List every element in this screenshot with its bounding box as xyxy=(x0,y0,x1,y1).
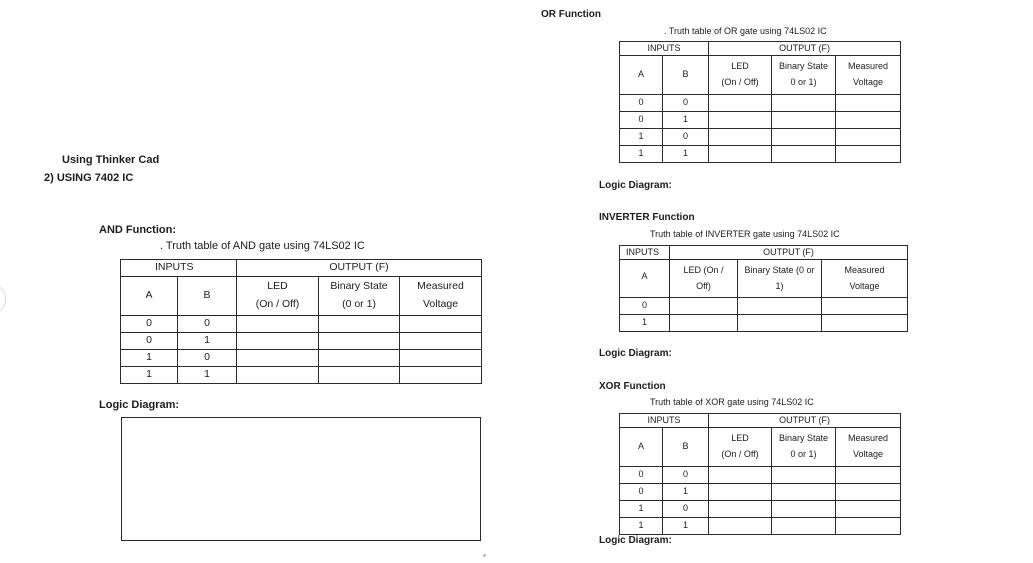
and-r1-binary[interactable] xyxy=(319,316,400,333)
xor-voltage-label: Measured xyxy=(848,433,889,444)
table-row xyxy=(620,484,901,501)
xor-led-sub: (On / Off) xyxy=(721,449,759,459)
or-col-a: A xyxy=(620,56,663,95)
inverter-inputs-header: INPUTS xyxy=(620,246,670,260)
and-inputs-header: INPUTS xyxy=(121,260,237,277)
or-r3-led[interactable] xyxy=(709,129,772,146)
and-r2-binary[interactable] xyxy=(319,333,400,350)
xor-r2-a: 0 xyxy=(620,484,663,501)
and-truth-table xyxy=(120,259,482,384)
or-r3-voltage[interactable] xyxy=(836,129,901,146)
inverter-r2-binary[interactable] xyxy=(738,315,822,332)
and-logic-diagram-box[interactable] xyxy=(121,417,481,541)
table-row xyxy=(620,95,901,112)
xor-logic-diagram-label: Logic Diagram: xyxy=(599,535,672,546)
and-binary-sub: (0 or 1) xyxy=(342,298,376,310)
inverter-col-voltage xyxy=(822,260,908,298)
xor-binary-sub: 0 or 1) xyxy=(790,449,817,459)
xor-r2-b: 1 xyxy=(663,484,709,501)
inverter-col-a: A xyxy=(620,260,670,298)
or-r4-led[interactable] xyxy=(709,146,772,163)
xor-function-heading: XOR Function xyxy=(599,381,666,392)
and-col-binary xyxy=(319,277,400,316)
xor-col-a: A xyxy=(620,428,663,467)
using-tinkercad-heading: Using Thinker Cad xyxy=(62,154,160,166)
xor-r2-binary[interactable] xyxy=(772,484,836,501)
inverter-led-sub: Off) xyxy=(696,280,711,291)
and-voltage-sub: Voltage xyxy=(423,298,459,310)
table-row xyxy=(121,367,482,384)
xor-r3-voltage[interactable] xyxy=(836,501,901,518)
and-function-heading: AND Function: xyxy=(99,224,176,236)
and-r1-a: 0 xyxy=(121,316,178,333)
or-function-heading: OR Function xyxy=(541,9,601,20)
and-col-led xyxy=(237,277,319,316)
or-led-sub: (On / Off) xyxy=(721,77,759,87)
or-col-b: B xyxy=(663,56,709,95)
or-led-label: LED xyxy=(731,61,749,72)
and-col-voltage xyxy=(400,277,482,316)
inverter-r1-binary[interactable] xyxy=(738,298,822,315)
and-r4-voltage[interactable] xyxy=(400,367,482,384)
and-table-caption: . Truth table of AND gate using 74LS02 IC xyxy=(160,240,365,252)
inverter-binary-label: Binary State (0 or xyxy=(744,264,815,275)
xor-r1-a: 0 xyxy=(620,467,663,484)
table-row xyxy=(121,316,482,333)
inverter-output-header: OUTPUT (F) xyxy=(670,246,908,260)
and-r3-led[interactable] xyxy=(237,350,319,367)
xor-r3-led[interactable] xyxy=(709,501,772,518)
inverter-table-caption: Truth table of INVERTER gate using 74LS02 IC xyxy=(650,229,840,239)
or-r2-b: 1 xyxy=(663,112,709,129)
or-r4-voltage[interactable] xyxy=(836,146,901,163)
xor-r4-led[interactable] xyxy=(709,518,772,535)
and-col-b: B xyxy=(178,277,237,316)
xor-col-led xyxy=(709,428,772,467)
and-led-label: LED xyxy=(267,280,288,293)
or-r1-voltage[interactable] xyxy=(836,95,901,112)
inverter-voltage-sub: Voltage xyxy=(849,280,880,291)
and-r1-voltage[interactable] xyxy=(400,316,482,333)
xor-truth-table xyxy=(619,413,901,535)
and-output-header: OUTPUT (F) xyxy=(237,260,482,277)
xor-r4-voltage[interactable] xyxy=(836,518,901,535)
table-row xyxy=(620,112,901,129)
or-inputs-header: INPUTS xyxy=(620,42,709,56)
or-col-led xyxy=(709,56,772,95)
table-row xyxy=(121,350,482,367)
inverter-col-led xyxy=(670,260,738,298)
or-binary-label: Binary State xyxy=(779,61,829,72)
and-r3-binary[interactable] xyxy=(319,350,400,367)
xor-table-caption: Truth table of XOR gate using 74LS02 IC xyxy=(650,397,814,407)
xor-col-voltage xyxy=(836,428,901,467)
table-row xyxy=(620,518,901,535)
inverter-voltage-label: Measured xyxy=(844,264,885,275)
xor-r3-b: 0 xyxy=(663,501,709,518)
or-r1-binary[interactable] xyxy=(772,95,836,112)
or-r2-led[interactable] xyxy=(709,112,772,129)
or-r2-a: 0 xyxy=(620,112,663,129)
and-r3-b: 0 xyxy=(178,350,237,367)
or-table-caption: . Truth table of OR gate using 74LS02 IC xyxy=(664,26,827,36)
or-r1-led[interactable] xyxy=(709,95,772,112)
inverter-function-heading: INVERTER Function xyxy=(599,212,695,223)
table-row xyxy=(620,467,901,484)
inverter-r2-voltage[interactable] xyxy=(822,315,908,332)
table-row xyxy=(620,501,901,518)
and-voltage-label: Measured xyxy=(417,280,464,293)
or-output-header: OUTPUT (F) xyxy=(709,42,901,56)
inverter-r1-voltage[interactable] xyxy=(822,298,908,315)
stray-dot xyxy=(483,554,486,557)
or-r3-binary[interactable] xyxy=(772,129,836,146)
and-r1-led[interactable] xyxy=(237,316,319,333)
or-voltage-sub: Voltage xyxy=(853,77,884,87)
xor-inputs-header: INPUTS xyxy=(620,414,709,428)
xor-output-header: OUTPUT (F) xyxy=(709,414,901,428)
table-row xyxy=(620,129,901,146)
inverter-led-label: LED (On / xyxy=(683,264,724,275)
using-7402-heading: 2) USING 7402 IC xyxy=(44,172,134,184)
or-r2-voltage[interactable] xyxy=(836,112,901,129)
and-logic-diagram-label: Logic Diagram: xyxy=(99,399,180,411)
and-r2-b: 1 xyxy=(178,333,237,350)
xor-r1-led[interactable] xyxy=(709,467,772,484)
and-r3-voltage[interactable] xyxy=(400,350,482,367)
xor-r3-a: 1 xyxy=(620,501,663,518)
inverter-col-binary xyxy=(738,260,822,298)
or-r1-a: 0 xyxy=(620,95,663,112)
and-r2-a: 0 xyxy=(121,333,178,350)
table-row xyxy=(620,315,908,332)
or-voltage-label: Measured xyxy=(848,61,889,72)
xor-r4-a: 1 xyxy=(620,518,663,535)
and-r2-voltage[interactable] xyxy=(400,333,482,350)
or-col-binary xyxy=(772,56,836,95)
or-r1-b: 0 xyxy=(663,95,709,112)
xor-r1-binary[interactable] xyxy=(772,467,836,484)
and-r1-b: 0 xyxy=(178,316,237,333)
xor-r1-b: 0 xyxy=(663,467,709,484)
or-r4-binary[interactable] xyxy=(772,146,836,163)
inverter-r1-a: 0 xyxy=(620,298,670,315)
and-led-sub: (On / Off) xyxy=(255,298,300,310)
inverter-r2-led[interactable] xyxy=(670,315,738,332)
or-r4-b: 1 xyxy=(663,146,709,163)
page-edge-decoration xyxy=(0,286,6,312)
xor-r4-binary[interactable] xyxy=(772,518,836,535)
inverter-truth-table xyxy=(619,245,908,332)
xor-r2-voltage[interactable] xyxy=(836,484,901,501)
xor-col-binary xyxy=(772,428,836,467)
or-logic-diagram-label: Logic Diagram: xyxy=(599,180,672,191)
inverter-r1-led[interactable] xyxy=(670,298,738,315)
and-r3-a: 1 xyxy=(121,350,178,367)
and-col-a: A xyxy=(121,277,178,316)
xor-r2-led[interactable] xyxy=(709,484,772,501)
or-col-voltage xyxy=(836,56,901,95)
inverter-r2-a: 1 xyxy=(620,315,670,332)
and-r4-b: 1 xyxy=(178,367,237,384)
xor-led-label: LED xyxy=(731,433,749,444)
xor-binary-label: Binary State xyxy=(779,433,829,444)
and-r4-led[interactable] xyxy=(237,367,319,384)
or-r2-binary[interactable] xyxy=(772,112,836,129)
and-r2-led[interactable] xyxy=(237,333,319,350)
table-row xyxy=(620,146,901,163)
table-row xyxy=(620,298,908,315)
or-binary-sub: 0 or 1) xyxy=(790,77,817,87)
or-r3-a: 1 xyxy=(620,129,663,146)
inverter-binary-sub: 1) xyxy=(775,280,784,291)
inverter-logic-diagram-label: Logic Diagram: xyxy=(599,348,672,359)
and-binary-label: Binary State xyxy=(330,280,388,293)
table-row xyxy=(121,333,482,350)
and-r4-a: 1 xyxy=(121,367,178,384)
xor-col-b: B xyxy=(663,428,709,467)
or-r4-a: 1 xyxy=(620,146,663,163)
xor-voltage-sub: Voltage xyxy=(853,449,884,459)
and-r4-binary[interactable] xyxy=(319,367,400,384)
or-truth-table xyxy=(619,41,901,163)
xor-r4-b: 1 xyxy=(663,518,709,535)
xor-r3-binary[interactable] xyxy=(772,501,836,518)
or-r3-b: 0 xyxy=(663,129,709,146)
xor-r1-voltage[interactable] xyxy=(836,467,901,484)
